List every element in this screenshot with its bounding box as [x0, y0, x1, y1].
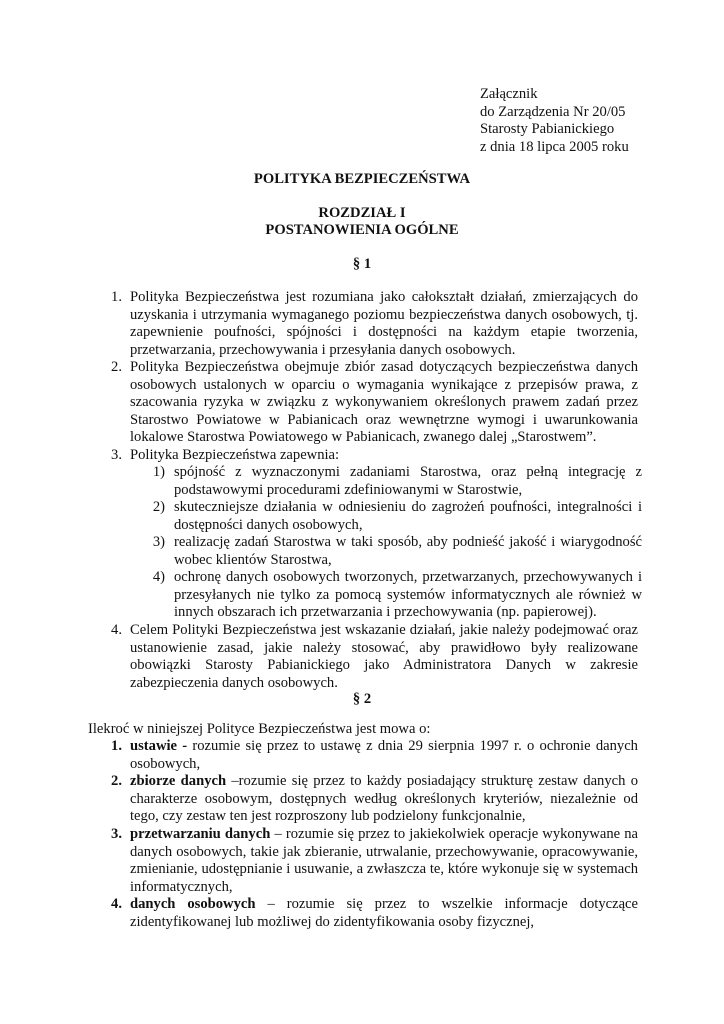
list-item-number: 2. [111, 359, 122, 375]
list-item-number: 4. [111, 622, 122, 638]
list-item [104, 359, 638, 447]
section-2-intro: Ilekroć w niniejszej Polityce Bezpieczeństwa jest mowa o: [88, 721, 431, 737]
sub-list-item [148, 464, 642, 499]
definition-term: danych osobowych [130, 896, 256, 912]
definition-number: 3. [111, 826, 122, 842]
sub-item-text: skuteczniejsze działania w odniesieniu do zagrożeń poufności, integralności i dostępności danych osobowych, [174, 499, 642, 533]
list-item-text: Polityka Bezpieczeństwa obejmuje zbiór zasad dotyczących bezpieczeństwa danych osobowych ustalonych w oparciu o wymagania wynikające z przepisów prawa, z szacowania ryzyka w związku z wykonywaniem określonych prawem zadań przez Starostwo Powiatowe w Pabianicach oraz wewnętrzne wymogi i uwarunkowania lokalowe Starostwa Powiatowego w Pabianicach, zwanego dalej „Starostwem”. [130, 359, 638, 446]
sub-item-text: realizację zadań Starostwa w taki sposób, aby podnieść jakość i wiarygodność wobec klientów Starostwa, [174, 534, 642, 568]
definition-item [104, 773, 638, 826]
annex-issuer: Starosty Pabianickiego [480, 121, 615, 138]
annex-label: Załącznik [480, 86, 538, 102]
annex-header [480, 86, 629, 156]
definition-item [104, 738, 638, 773]
annex-ordinance: do Zarządzenia Nr 20/05 [480, 103, 626, 120]
sub-item-number: 2) [152, 499, 165, 515]
sub-list-item [148, 534, 642, 569]
annex-date: z dnia 18 lipca 2005 roku [480, 138, 629, 155]
definition-text: – rozumie się przez to jakiekolwiek operacje wykonywane na danych osobowych, takie jak zbieranie, utrwalanie, przechowywanie, opracowywanie, zmienianie, udostępnianie i usuwanie, a zwłaszcza te, które wykonuje się w systemach informatycznych, [130, 826, 639, 895]
definition-item [104, 826, 638, 896]
sub-list-item [148, 499, 642, 534]
sub-item-number: 4) [152, 569, 165, 585]
definition-number: 1. [111, 738, 122, 754]
document-title: POLITYKA BEZPIECZEŃSTWA [253, 171, 471, 187]
definition-number: 4. [111, 896, 122, 912]
definition-text: rozumie się przez to ustawę z dnia 29 sierpnia 1997 r. o ochronie danych osobowych, [130, 738, 638, 772]
definition-number: 2. [111, 773, 122, 789]
definition-item [104, 896, 638, 931]
list-item-text: Polityka Bezpieczeństwa jest rozumiana jako całokształt działań, zmierzających do uzyskania i utrzymania wymaganego poziomu bezpieczeństwa danych osobowych, tj. zapewnienie poufności, spójności i dostępności na każdym etapie tworzenia, przetwarzania, przechowywania i przesyłania danych osobowych. [130, 289, 638, 358]
list-item [104, 289, 638, 359]
definition-text: –rozumie się przez to każdy posiadający strukturę zestaw danych o charakterze osobowym, dostępnych według określonych kryteriów, niezależnie od tego, czy zestaw ten jest rozproszony lub podzielony funkcjonalnie, [130, 773, 638, 825]
list-item [104, 622, 638, 692]
list-item-number: 1. [111, 289, 122, 305]
sub-item-text: spójność z wyznaczonymi zadaniami Starostwa, oraz pełną integrację z podstawowymi procedurami zdefiniowanymi w Starostwie, [174, 464, 642, 498]
chapter-name: POSTANOWIENIA OGÓLNE [265, 222, 459, 238]
definition-term: przetwarzaniu danych [130, 826, 271, 842]
definition-term: zbiorze danych [130, 773, 227, 789]
chapter-number: ROZDZIAŁ I [318, 205, 406, 221]
sub-item-number: 3) [152, 534, 165, 550]
list-item-text: Polityka Bezpieczeństwa zapewnia: [130, 447, 340, 463]
sub-item-number: 1) [152, 464, 165, 480]
sub-list-item [148, 569, 642, 622]
sub-item-text: ochronę danych osobowych tworzonych, przetwarzanych, przechowywanych i przesyłanych nie tylko za pomocą systemów informatycznych ale również w innych obszarach ich przetwarzania i przechowywania (np. papierowej). [174, 569, 642, 621]
list-item-number: 3. [111, 447, 122, 463]
definition-text: – rozumie się przez to wszelkie informacje dotyczące zidentyfikowanej lub możliwej do zidentyfikowania osoby fizycznej, [130, 896, 639, 930]
list-item [104, 447, 638, 465]
list-item-text: Celem Polityki Bezpieczeństwa jest wskazanie działań, jakie należy podejmować oraz ustanowienie zasad, jakie należy stosować, aby prawidłowo były realizowane obowiązki Starosty Pabianickiego jako Administratora Danych w zakresie zabezpieczenia danych osobowych. [130, 622, 638, 691]
section-1-mark: § 1 [352, 256, 372, 272]
section-2-mark: § 2 [352, 691, 372, 707]
definition-term: ustawie - [130, 738, 188, 754]
